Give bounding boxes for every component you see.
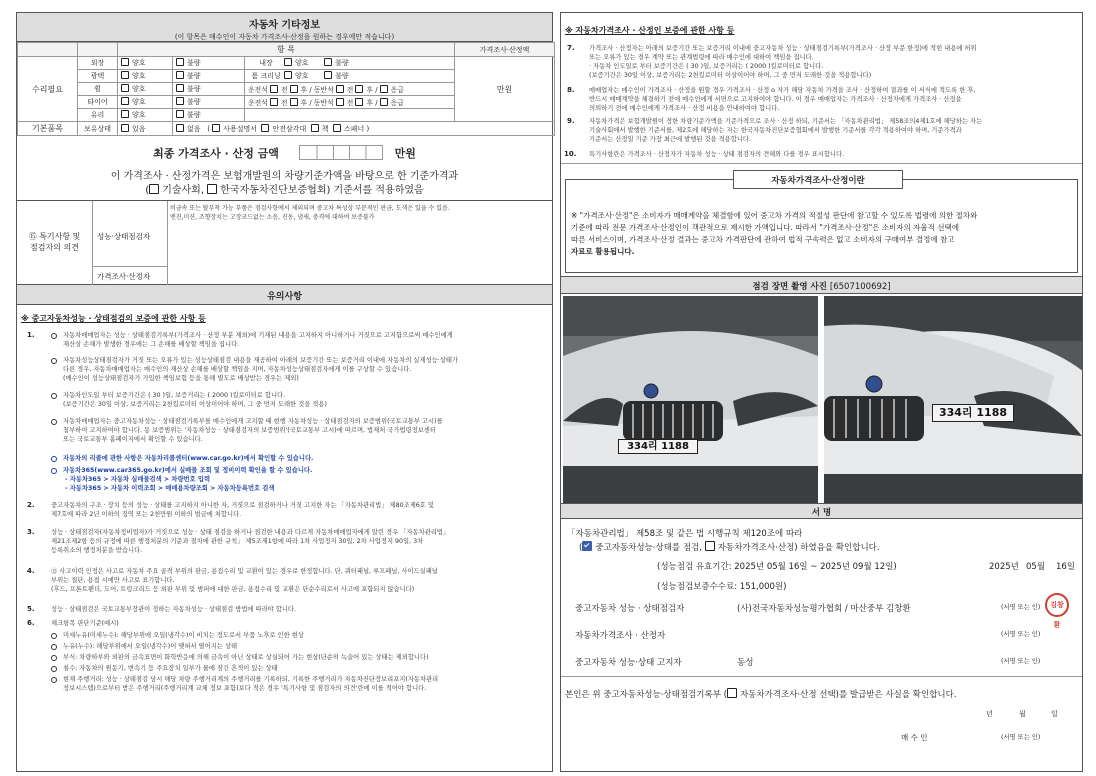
final-desc1: 이 가격조사 · 산정가격은 보험개발원의 차량기준가액을 바탕으로 한 기준가격과 xyxy=(110,171,459,182)
checkbox[interactable] xyxy=(121,71,129,79)
sign-header: 서 명 xyxy=(561,503,1082,519)
checkbox[interactable] xyxy=(355,85,363,93)
notice-p6: 자동차365(www.car365.go.kr)에서 실매물 조회 및 정비이력 확인을 할 수 있습니다. - 자동차365 > 자동차 실매물검색 > 차량번호 입력 - 자동차365 > 자동차 이력조회 > 매매용차량조회 > 자동차등록번호 검색 xyxy=(51,466,312,493)
checkbox[interactable] xyxy=(355,98,363,106)
notifier-name: 동성 xyxy=(737,658,754,668)
checkbox[interactable] xyxy=(270,85,278,93)
license-plate: 334리 1188 xyxy=(932,404,1014,422)
opt-good[interactable]: 양호 xyxy=(118,96,173,109)
row-glass: 유리 xyxy=(78,109,118,122)
checkbox[interactable] xyxy=(176,97,184,105)
final-price-input[interactable] xyxy=(299,145,383,160)
seal-stamp: 김창환 xyxy=(1045,593,1069,617)
box-text: ※ "가격조사·산정"은 소비자가 매매계약을 체결함에 있어 중고차 가격의 적절성 판단에 참고할 수 있도록 법령에 의한 절차와 기준에 따라 전문 가격조사·산정인이 객관적으로 제시한 가액입니다. 따라서 "가격조사·산정"은 소비자의 자율적 선택에 따른 서비스이며, 가격조사·산정 결과는 중고차 가격판단에 관하여 법적 구속력은 없고 소비자의 구매여부 결정에 참고 자료로 활용됩니다. xyxy=(571,211,978,256)
notifier-label: 중고자동차 성능·상태 고지자 xyxy=(575,658,682,668)
checkbox[interactable] xyxy=(311,124,319,132)
opt-bad[interactable]: 불량 xyxy=(173,96,245,109)
etc-subtitle: (이 항목은 매수인이 자동차 가격조사·산정을 원하는 경우에만 적습니다) xyxy=(174,33,395,41)
opt-bad[interactable]: 불량 xyxy=(173,109,245,122)
opt-good[interactable]: 양호 xyxy=(118,83,173,96)
checkbox[interactable] xyxy=(121,124,129,132)
checkbox[interactable] xyxy=(212,124,220,132)
notice-p3: 자동차인도일 부터 보증기간은 ( 30 )일, 보증거리는 ( 2000 )킬로미터로 합니다. (보증기간은 30일 이상, 보증거리는 2천킬로미터 이상이어야 하며, 그 중 먼저 도래한 것을 적용) xyxy=(51,391,327,409)
notice-p2: 자동차성능상태점검자가 거짓 또는 오류가 있는 성능상태점검 내용을 제공하여 아래의 보증기간 또는 보증거리 이내에 자동차의 실제성능·상태가 다른 경우, 자동차매매업자는 매수인의 재산상 손해를 배상할 책임을 지며, 자동차성능상태점검자에게 이를 구상할 수 있습니다. (매수인이 성능상태점검자가 가입한 책임보험 등을 통해 별도로 배상받는 경우는 제외) xyxy=(51,356,458,383)
right-panel xyxy=(560,12,1083,772)
ymd-year: 년 xyxy=(986,710,993,718)
notice-p11: 체크항목 판단기준(예시) xyxy=(51,620,119,627)
row-exterior: 외장 xyxy=(78,57,118,70)
repair-label: 수리필요 xyxy=(18,57,78,122)
notice-p14: 부식: 차량하부와 외판의 금속표면이 화학반응에 의해 금속이 아닌 상태로 상실되어 가는 현상(단순히 녹슬어 있는 상태는 제외합니다) xyxy=(51,653,429,662)
notice-sub: ※ 중고자동차성능 · 상태점검의 보증에 관한 사항 등 xyxy=(21,314,206,323)
checkbox[interactable] xyxy=(149,184,159,194)
notice-p12: 미세누유(미세누수): 해당부위에 오일(냉각수)이 비치는 정도로서 부품 노후로 인한 현상 xyxy=(51,631,304,640)
notice-title: 유의사항 xyxy=(17,285,552,305)
checkbox-inspection[interactable] xyxy=(582,541,592,551)
basic-label: 기본품목 xyxy=(18,122,78,136)
buyer-label: 매 수 인 xyxy=(901,733,928,742)
opt-bad[interactable]: 불량 xyxy=(173,83,245,96)
final-desc2: ( 기술사회, 한국자동차진단보증협회) 기준서를 적용하였음 xyxy=(145,185,424,196)
checkbox[interactable] xyxy=(207,184,217,194)
checkbox[interactable] xyxy=(290,98,298,106)
tire-position: 운전석 전 후 / 동반석 전 후 / 응급 xyxy=(245,96,555,109)
checkbox[interactable] xyxy=(121,84,129,92)
etc-title: 자동차 기타정보 xyxy=(248,20,321,31)
item-number: 6. xyxy=(27,619,35,627)
inspection-photo-side xyxy=(824,296,1082,506)
item-number: 10. xyxy=(564,150,577,158)
checkbox-receipt[interactable] xyxy=(727,688,737,698)
checkbox[interactable] xyxy=(324,58,332,66)
checkbox[interactable] xyxy=(176,58,184,66)
checkbox[interactable] xyxy=(121,110,129,118)
row-own: 보유상태 xyxy=(78,122,118,136)
inspector-label: 성능·상태점검자 xyxy=(93,201,168,267)
notice-p4: 자동차매매업자는 중고자동차성능 · 상태점검기록부를 매수인에게 고지할 때 현행 자동차성능 · 상태점검자의 보증범위(국토교통부 고시)를 첨부하여 고지하여야 합니다. 동 보증범위는 '자동차성능 · 상태점검자의 보증범위'(국토교통부 고시)에 따르며, 법제처 국가법령정보센터 또는 국토교통부 홈페이지에서 확인할 수 있습니다. xyxy=(51,417,443,444)
checkbox[interactable] xyxy=(121,58,129,66)
item-number: 3. xyxy=(27,528,35,536)
inspector-sign-label: 중고자동차 성능 · 상태점검자 xyxy=(575,604,685,614)
checkbox[interactable] xyxy=(336,85,344,93)
item-number: 2. xyxy=(27,501,35,509)
inspector-name: (사)전국자동차성능평가협회 / 마산중부 김창환 xyxy=(737,604,911,614)
row-wheel: 휠 xyxy=(78,83,118,96)
final-title-row: 최종 가격조사 · 산정 금액 만원 xyxy=(153,147,416,160)
notice-p13: 누유(누수): 해당부위에서 오일(냉각수)이 맺혀서 떨어지는 상태 xyxy=(51,642,237,651)
photo-header: 점검 장면 촬영 사진 [6507100692] xyxy=(561,276,1082,294)
notice-p1: 자동차매매업자는 성능 · 상태점검기록부(가격조사 · 산정 부분 제외)에 기재된 내용을 고지하지 아니하거나 거짓으로 고지함으로써 매수인에게 재산상 손해가 발생한 경우에는 그 손해를 배상할 책임을 집니다. xyxy=(51,331,453,349)
checkbox[interactable] xyxy=(121,97,129,105)
left-panel xyxy=(16,12,553,772)
item-number: 7. xyxy=(567,44,575,52)
checkbox[interactable] xyxy=(333,124,341,132)
basic-items: 없음 ( 사용설명서 안전삼각대 책 스패너 ) xyxy=(173,122,555,136)
room-cell: 룸 크리닝 양호 불량 xyxy=(245,70,455,83)
item-number: 1. xyxy=(27,331,35,339)
checkbox[interactable] xyxy=(284,58,292,66)
item-number: 8. xyxy=(567,86,575,94)
checkbox[interactable] xyxy=(290,85,298,93)
checkbox[interactable] xyxy=(176,124,184,132)
item-number: 9. xyxy=(567,117,575,125)
interior-cell: 내장 양호 불량 xyxy=(245,57,455,70)
date-month: 05월 xyxy=(1026,562,1046,572)
row-tire: 타이어 xyxy=(78,96,118,109)
checkbox[interactable] xyxy=(176,110,184,118)
right-p10: 특기사항란은 가격조사 · 산정자가 자동차 성능 · 상태 점검자의 견해와 다를 경우 표시합니다. xyxy=(589,151,845,158)
date-day: 16일 xyxy=(1056,562,1076,572)
right-title: ※ 자동차가격조사 · 산정인 보증에 관한 사항 등 xyxy=(565,26,735,35)
notice-p16: 현재 주행거리: 성능 · 상태점검 당시 해당 차량 주행거리계의 주행거리를 기록하되, 기록한 주행거리가 자동차진단정보리포지(자동차관리 정보시스템)으로부터 받은 주행거리(주행거리계 교체 정보 포함)보다 적은 경우 '특기사항 및 점검자의 의견'란에 이를 적어야 합니다. xyxy=(51,675,438,693)
notice-p8: 성능 · 상태점검자(자동차정비업자)가 거짓으로 성능 · 상태 점검을 하거나 점검한 내용과 다르게 자동차매매업자에게 알린 경우 「자동차관리법」 제21조제2항 등의 규정에 따른 행정처분의 기준과 절차에 관한 규칙」 제5조제1항에 따라 1차 사업정지 30일, 2차 사업정지 90일, 3차 등록취소의 행정처분을 받습니다. xyxy=(51,529,450,554)
checkbox[interactable] xyxy=(270,98,278,106)
hdr-item: 항 목 xyxy=(118,43,455,57)
right-p7: 가격조사 · 산정자는 아래의 보증기간 또는 보증거리 이내에 중고자동차 성능 · 상태점검기록부(가격조사 · 산정 부문 한정)에 적힌 내용에 허위 또는 오류가 있는 경우 계약 또는 관계법령에 따라 매수인에 대하여 책임을 집니다. · 자동차 인도일로 부터 보증기간은 ( 30 )일, 보증거리는 ( 2000 )킬로미터로 합니다. (보증기간은 30일 이상, 보증거리는 2천킬로미터 이상이어야 하며, 그 중 먼저 도래한 것을 적용합니다) xyxy=(589,45,977,79)
checkbox[interactable] xyxy=(176,71,184,79)
checkbox[interactable] xyxy=(380,98,388,106)
etc-header xyxy=(17,13,552,42)
row-gloss: 광택 xyxy=(78,70,118,83)
checkbox[interactable] xyxy=(284,71,292,79)
checkbox-appraisal[interactable] xyxy=(705,541,715,551)
opt-good[interactable]: 양호 xyxy=(118,109,173,122)
item-number: 5. xyxy=(27,605,35,613)
opt-bad[interactable]: 불량 xyxy=(173,70,245,83)
special-section xyxy=(17,201,552,285)
opt-bad[interactable]: 불량 xyxy=(173,57,245,70)
checkbox[interactable] xyxy=(261,124,269,132)
receipt-text: 본인은 위 중고자동차성능·상태점검기록부 ( 자동차가격조사·산정 선택)를 발급받은 사실을 확인합니다. xyxy=(565,690,957,700)
notice-p9: ⑫ 사고이력 인정은 사고로 자동차 주요 골격 부위의 판금, 용접수리 및 교환이 있는 경우로 한정합니다. 단, 쿼터패널, 루프패널, 사이드실패널 부위는 절단, 용접 시에만 사고로 표기합니다. (후드, 프론트펜더, 도어, 트렁크리드 등 외판 부위 및 범퍼에 대한 판금, 용접수리 및 교환은 단순수리로서 사고에 포함되지 않습니다) xyxy=(51,568,438,593)
hdr-price: 가격조사·산정액 xyxy=(455,43,555,57)
sign-or-seal: (서명 또는 인) xyxy=(1001,658,1041,665)
wheel-position: 운전석 전 후 / 동반석 전 후 / 응급 xyxy=(245,83,555,96)
special-text: 비금속 또는 탈부착 가능 부품은 점검사항에서 제외되며 중고차 특성상 부분적인 판금, 도색은 있을 수 있음. 엔진,미션, 조향장치는 고장코드없는 소음, 진동, 냄새, 충격에 대하여 보증불가 xyxy=(170,205,450,221)
right-p8: 매매업자는 매수인이 가격조사 · 산정을 원할 경우 가격조사 · 산정 o 자가 해당 자동차 가격을 조사 · 산정하여 결과를 이 서식에 적도록 한 후, 반드시 매매계약을 체결하기 전에 매수인에게 서면으로 고지하여야 합니다. 이 경우 매매업자는 가격조사 · 산정자에게 가격조사 · 산정을 의뢰하기 전에 매수인에게 가격조사 · 산정 비용을 안내하여야 합니다. xyxy=(589,87,976,112)
date-year: 2025년 xyxy=(989,562,1019,572)
appraiser-label: 가격조사·산정자 xyxy=(93,267,168,285)
box-title: 자동차가격조사·산정이란 xyxy=(733,170,903,189)
opt-good[interactable]: 양호 xyxy=(118,57,173,70)
ymd-month: 월 xyxy=(1019,710,1026,718)
license-plate: 334리 1188 xyxy=(618,439,698,454)
appraiser-sign-label: 자동차가격조사 · 산정자 xyxy=(575,631,666,641)
etc-table xyxy=(17,42,555,136)
law-text: 「자동차관리법」 제58조 및 같은 법 시행규칙 제120조에 따라 xyxy=(567,529,803,539)
special-label: ⑮ 특기사항 및 점검자의 의견 xyxy=(17,201,93,285)
checkbox[interactable] xyxy=(336,98,344,106)
sign-or-seal: (서명 또는 인) xyxy=(1001,604,1041,611)
sign-or-seal: (서명 또는 인) xyxy=(1001,734,1041,741)
final-price-section xyxy=(17,136,552,201)
fee: (성능점검보증수수료: 151,000원) xyxy=(657,582,787,592)
opt-good[interactable]: 양호 xyxy=(118,70,173,83)
item-number: 4. xyxy=(27,567,35,575)
ymd-day: 일 xyxy=(1051,710,1058,718)
notice-body xyxy=(17,305,552,735)
validity: (성능점검 유효기간: 2025년 05월 16일 ~ 2025년 09월 12일) xyxy=(657,562,897,572)
checkbox[interactable] xyxy=(324,71,332,79)
notice-p7: 중고자동차의 구조 · 장치 등의 성능 · 상태를 고지하지 아니한 자, 거짓으로 점검하거나 거짓 고지한 자는 「자동차관리법」 제80조제6호 및 제7호에 따라 2년 이하의 징역 또는 2천만원 이하의 벌금에 처합니다. xyxy=(51,502,434,518)
notice-p10: 성능 · 상태점검은 국토교통부장관이 정하는 자동차성능 · 상태점검 방법에 따라야 합니다. xyxy=(51,606,297,613)
sign-or-seal: (서명 또는 인) xyxy=(1001,631,1041,638)
checkbox[interactable] xyxy=(380,85,388,93)
right-p9: 자동차가격은 보험개발원이 정한 차량기준가액을 기준가격으로 조사 · 산정 하되, 기준서는 「자동차관리법」 제58조의4제1호에 해당하는 자는 기술사회에서 발행한 기준서를, 제2호에 해당하는 자는 한국자동차진단보증협회에서 발행한 기준서를 각각 적용하여야 하며, 기준가격과 기준서는 산정일 기준 가장 최근에 발행된 것을 적용합니다. xyxy=(589,118,983,143)
inspection-photo-front xyxy=(563,296,818,506)
law-text2: ( 중고자동차성능·상태를 점검, 자동차가격조사·산정) 하였음을 확인합니다. xyxy=(579,543,880,553)
checkbox[interactable] xyxy=(176,84,184,92)
notice-p5: 자동차의 리콜에 관한 사항은 자동차리콜센터(www.car.go.kr)에서 확인할 수 있습니다. xyxy=(51,454,313,463)
won-unit: 만원 xyxy=(455,57,555,122)
opt-have[interactable]: 있음 xyxy=(118,122,173,136)
notice-p15: 침수: 자동차의 원동기, 변속기 등 주요장치 일부가 물에 잠긴 흔적이 있는 상태 xyxy=(51,664,278,673)
